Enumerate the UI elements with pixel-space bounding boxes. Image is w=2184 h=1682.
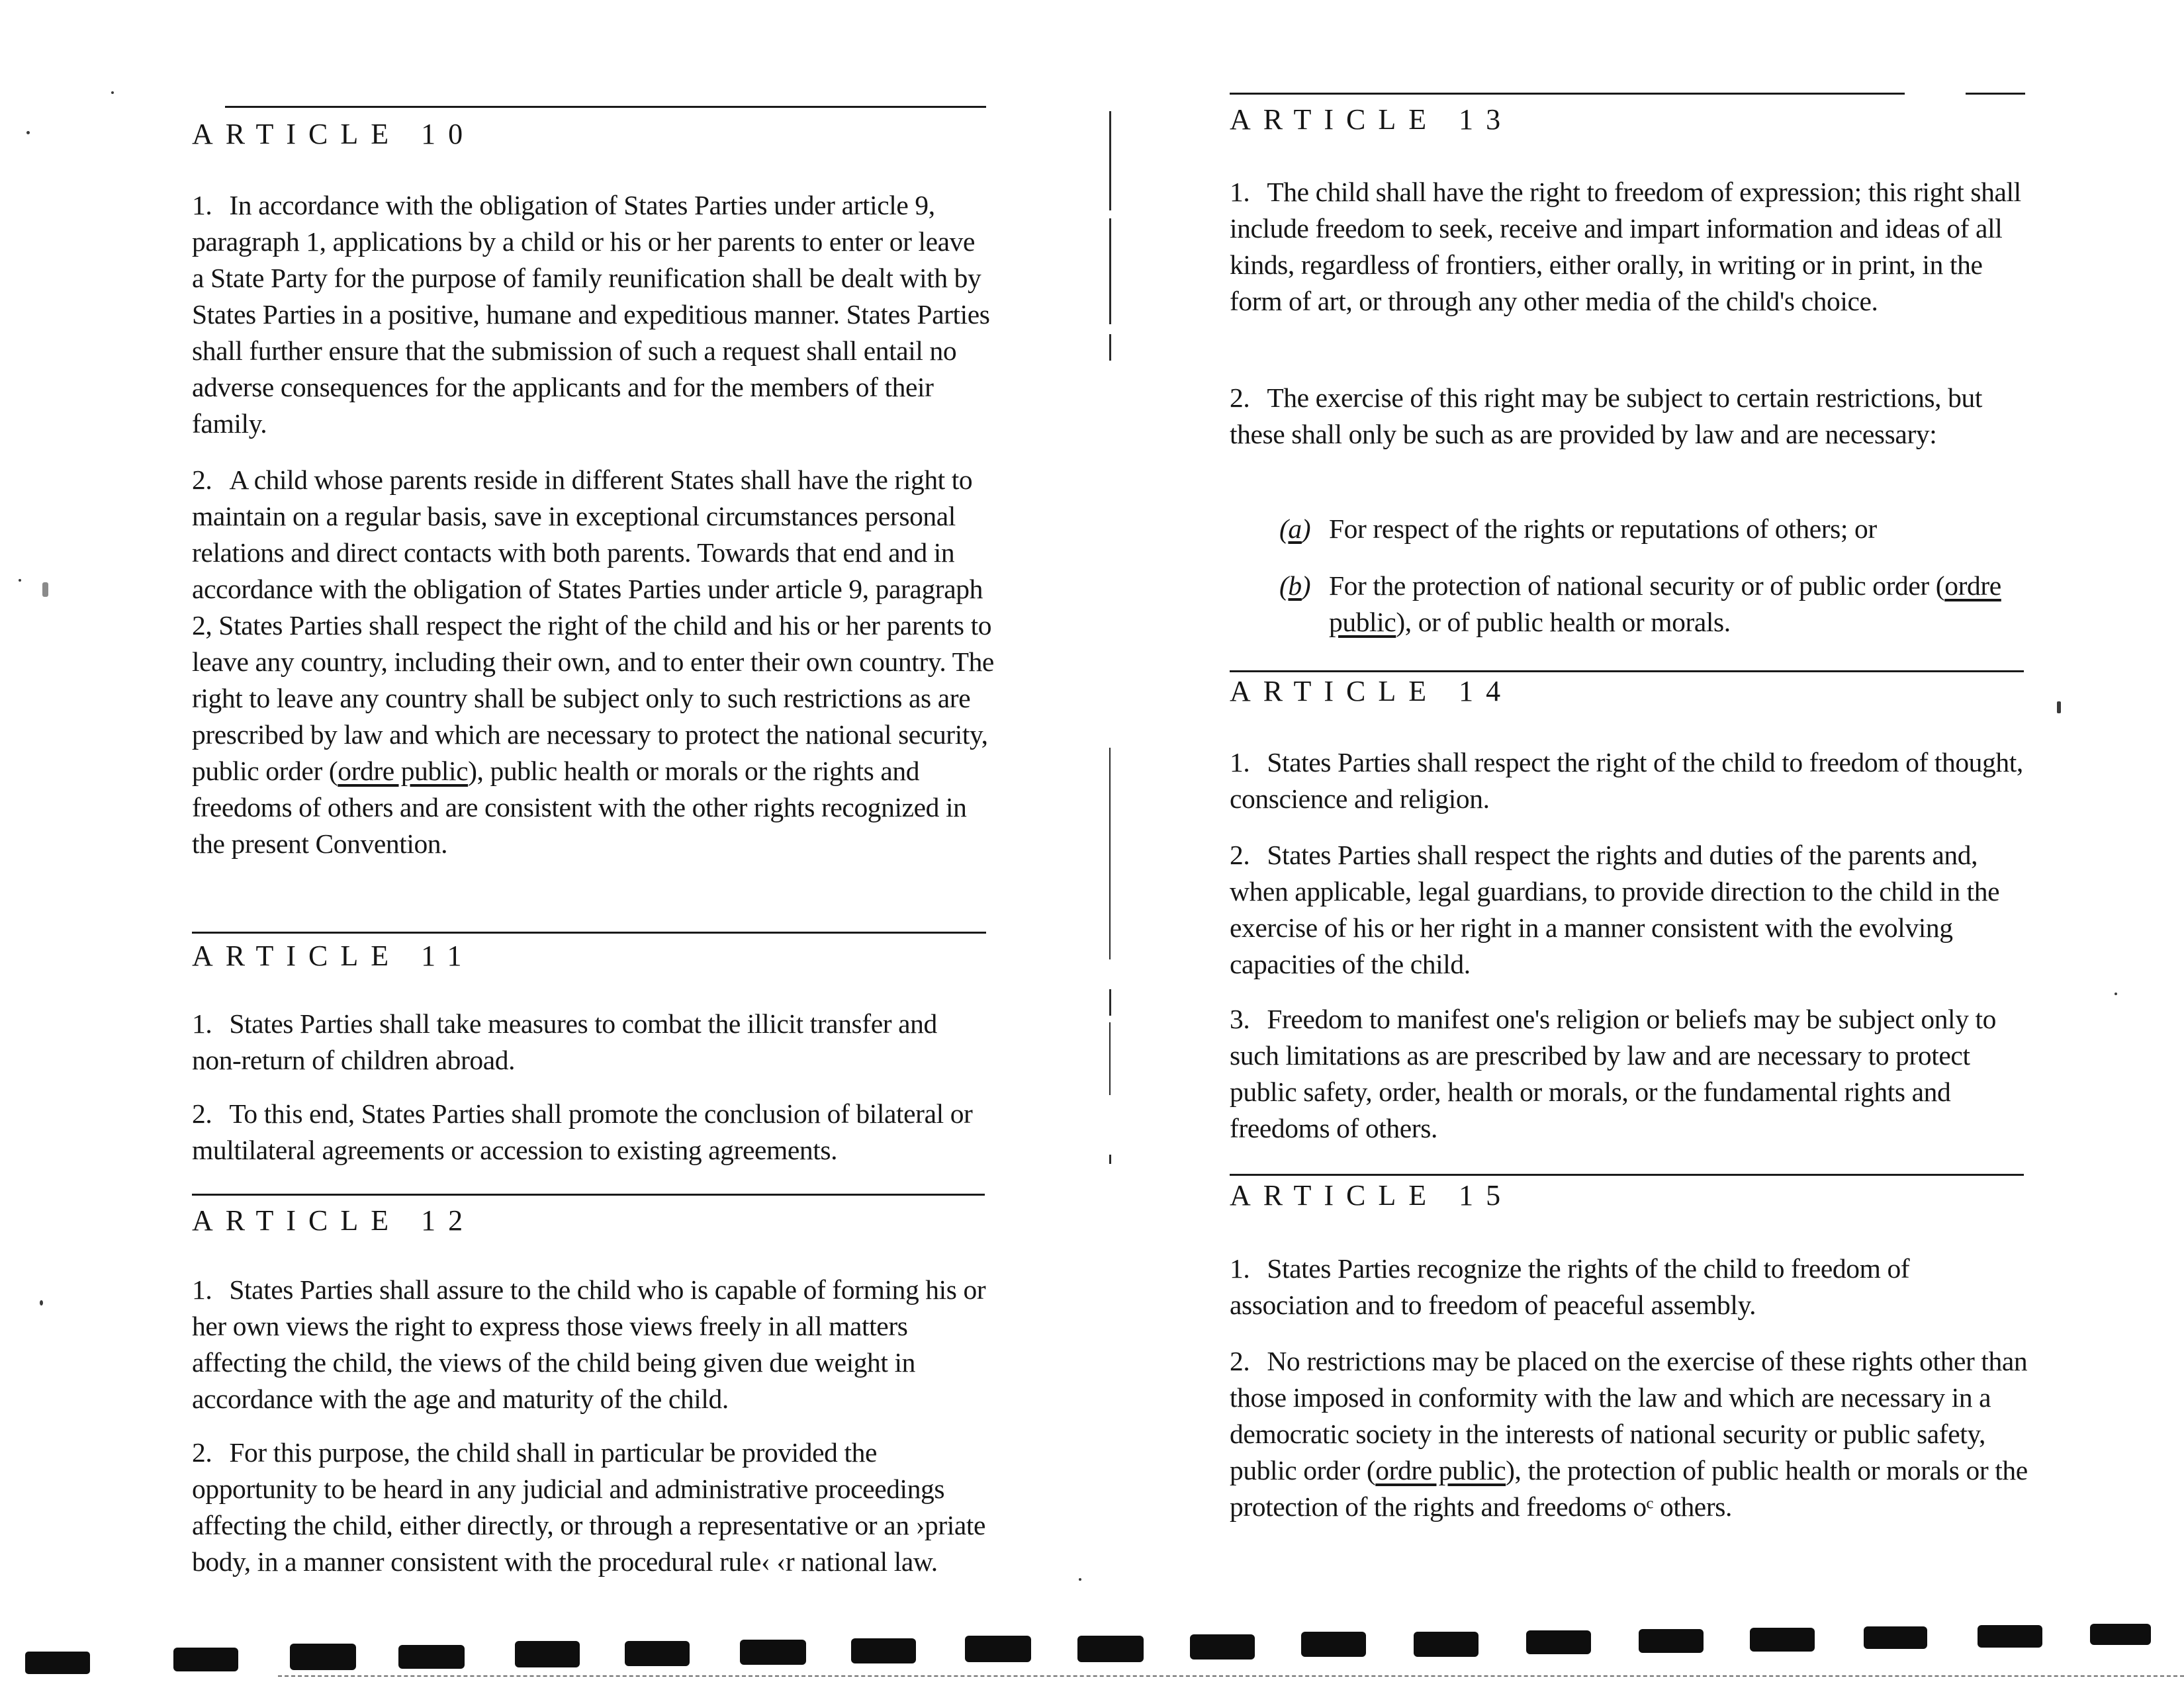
binder-mark [25, 1652, 90, 1674]
article-14-p1-number: 1. [1230, 747, 1250, 777]
binder-dashed-line [278, 1675, 2184, 1677]
article-14-p2-text: States Parties shall respect the rights and duties of the parents and, when applicable, legal guardians, to provide direction to the child in the exercise of his or her right in a manner consistent with the evolving capacities of the child. [1230, 840, 2000, 979]
scan-speck [40, 1300, 43, 1306]
article-12-p1-text: States Parties shall assure to the child who is capable of forming his or her own views the right to express those views freely in all matters affecting the child, the views of the child being given due weight in accordance with the age and maturity of the child. [192, 1274, 986, 1414]
scan-speck [19, 579, 21, 582]
article-14-p1-text: States Parties shall respect the right of the child to freedom of thought, conscience and religion. [1230, 747, 2023, 814]
article-13-p1-text: The child shall have the right to freedom of expression; this right shall include freedom to seek, receive and impart information and ideas of all kinds, regardless of frontiers, either orally, in writing or in print, in the form of art, or through any other media of the child's choice. [1230, 177, 2021, 316]
article-10-top-rule [225, 106, 986, 108]
binder-mark [1639, 1629, 1704, 1653]
item-b-letter: b [1288, 570, 1302, 601]
article-12-top-rule [192, 1194, 985, 1196]
binder-mark [398, 1645, 465, 1669]
item-b-marker: (b) [1279, 570, 1311, 601]
binder-mark [173, 1648, 238, 1671]
article-14-paragraph-1 [1230, 744, 2024, 817]
article-10-p1-number: 1. [192, 190, 212, 220]
binder-mark [965, 1636, 1031, 1662]
article-11-p1-number: 1. [192, 1008, 212, 1039]
scan-speck [1079, 1578, 1081, 1581]
article-15-top-rule [1230, 1174, 2024, 1176]
article-13-p2-text: The exercise of this right may be subject to certain restrictions, but these shall only be such as are provided by law and are necessary: [1230, 382, 1982, 449]
binder-mark [1190, 1634, 1255, 1660]
article-13-p2-number: 2. [1230, 382, 1250, 413]
article-14-top-rule [1230, 670, 2024, 672]
article-15-p2-text: No restrictions may be placed on the exercise of these rights other than those imposed in conformity with the law and which are necessary in a democratic society in the interests of national security or public safety, public order ( [1230, 1346, 2028, 1485]
ordre-public-term: ordre public [1329, 570, 2001, 637]
item-b-content [1329, 568, 2007, 641]
gutter-line-segment [1109, 748, 1111, 959]
article-13-top-rule-right [1966, 93, 2025, 95]
article-10-p2-text-end: ), public health or morals or the rights and freedoms of others and are consistent with the other rights recognized in the present Convention. [192, 756, 967, 859]
gutter-line-segment [1109, 334, 1111, 361]
article-12-p2-text: For this purpose, the child shall in particular be provided the opportunity to be heard in any judicial and administrative proceedings affecting the child, either directly, or through a representative or an ›priate body, in a manner consistent with the procedural rule‹ ‹r national law. [192, 1437, 986, 1577]
article-13-paragraph-1 [1230, 174, 2030, 320]
article-12-paragraph-1 [192, 1272, 986, 1417]
article-10-p1-text: In accordance with the obligation of States Parties under article 9, paragraph 1, applications by a child or his or her parents to enter or leave a State Party for the purpose of family reunification shall be dealt with by States Parties in a positive, humane and expeditious manner. States Parties shall further ensure that the submission of such a request shall entail no adverse consequences for the applicants and for the members of their family. [192, 190, 990, 439]
binder-mark [740, 1640, 806, 1665]
item-a-text: For respect of the rights or reputations of others; or [1329, 513, 1877, 544]
article-10-p2-number: 2. [192, 465, 212, 495]
gutter-line-segment [1109, 218, 1111, 324]
article-10-heading: ARTICLE 10 [192, 118, 476, 150]
binder-mark [1301, 1632, 1366, 1657]
item-b-text-end: ), or of public health or morals. [1396, 607, 1731, 637]
article-15-p1-number: 1. [1230, 1253, 1250, 1284]
article-13-heading: ARTICLE 13 [1230, 103, 1514, 136]
article-13-paragraph-2 [1230, 380, 2030, 453]
article-11-top-rule [192, 932, 986, 934]
article-14-p3-text: Freedom to manifest one's religion or beliefs may be subject only to such limitations as are prescribed by law and are necessary to protect public safety, order, health or morals, or the fundamental rights and freedoms of others. [1230, 1004, 1996, 1143]
binder-mark [515, 1641, 580, 1667]
gutter-line-segment [1109, 111, 1111, 210]
binder-mark [2090, 1624, 2151, 1645]
binder-mark [1526, 1630, 1591, 1654]
binder-mark [1978, 1625, 2042, 1648]
article-12-paragraph-2 [192, 1435, 999, 1580]
article-15-p2-text-end: ), the protection of public health or morals or the protection of the rights and freedoms oᶜ others. [1230, 1455, 2028, 1522]
article-15-heading: ARTICLE 15 [1230, 1179, 1514, 1212]
binder-mark [290, 1644, 356, 1670]
article-10-paragraph-1 [192, 187, 993, 442]
article-15-p2-number: 2. [1230, 1346, 1250, 1376]
binder-mark [1864, 1626, 1927, 1649]
binder-mark [851, 1638, 916, 1663]
binder-mark [625, 1641, 690, 1666]
item-a-marker: (a) [1279, 513, 1311, 544]
binder-marks-strip [0, 1607, 2184, 1682]
scan-speck [42, 582, 48, 597]
binder-mark [1414, 1632, 1479, 1657]
gutter-line-segment [1109, 1022, 1111, 1095]
article-11-p2-text: To this end, States Parties shall promote the conclusion of bilateral or multilateral agreements or accession to existing agreements. [192, 1098, 973, 1165]
scan-speck [111, 91, 114, 94]
ordre-public-term: ordre public [1375, 1455, 1506, 1485]
article-10-p2-text: A child whose parents reside in different States shall have the right to maintain on a regular basis, save in exceptional circumstances personal relations and direct contacts with both parents. Towards that end and in accordance with the obligation of States Parties under article 9, paragraph 2, States Parties shall respect the right of the child and his or her parents to leave any country, including their own, and to enter their own country. The right to leave any country shall be subject only to such restrictions as are prescribed by law and which are necessary to protect the national security, public order ( [192, 465, 994, 786]
article-10-paragraph-2 [192, 462, 999, 862]
scan-speck [2057, 701, 2061, 713]
ordre-public-term: ordre public [338, 756, 469, 786]
article-12-p1-number: 1. [192, 1274, 212, 1305]
article-12-heading: ARTICLE 12 [192, 1204, 476, 1237]
article-14-heading: ARTICLE 14 [1230, 675, 1514, 707]
article-11-paragraph-2 [192, 1096, 999, 1169]
article-11-p2-number: 2. [192, 1098, 212, 1129]
article-15-paragraph-1 [1230, 1251, 2024, 1323]
article-15-paragraph-2 [1230, 1343, 2037, 1525]
binder-mark [1077, 1636, 1144, 1662]
article-11-heading: ARTICLE 11 [192, 940, 475, 972]
item-b-text: For the protection of national security or of public order ( [1329, 570, 1945, 601]
article-13-p1-number: 1. [1230, 177, 1250, 207]
binder-mark [1750, 1628, 1815, 1652]
article-14-paragraph-2 [1230, 837, 2030, 983]
item-a-letter: a [1288, 513, 1302, 544]
article-14-p3-number: 3. [1230, 1004, 1250, 1034]
article-15-p1-text: States Parties recognize the rights of the child to freedom of association and to freedom of peaceful assembly. [1230, 1253, 1910, 1320]
article-13-item-a [1279, 511, 2007, 547]
article-13-item-b [1279, 568, 2007, 641]
article-12-p2-number: 2. [192, 1437, 212, 1468]
scan-speck [26, 131, 30, 134]
article-11-p1-text: States Parties shall take measures to combat the illicit transfer and non-return of children abroad. [192, 1008, 937, 1075]
article-13-top-rule [1230, 93, 1905, 95]
article-11-paragraph-1 [192, 1006, 986, 1079]
gutter-line-segment [1109, 1155, 1111, 1164]
article-14-paragraph-3 [1230, 1001, 2037, 1147]
article-14-p2-number: 2. [1230, 840, 1250, 870]
scan-speck [2115, 993, 2117, 995]
gutter-line-segment [1109, 989, 1111, 1016]
